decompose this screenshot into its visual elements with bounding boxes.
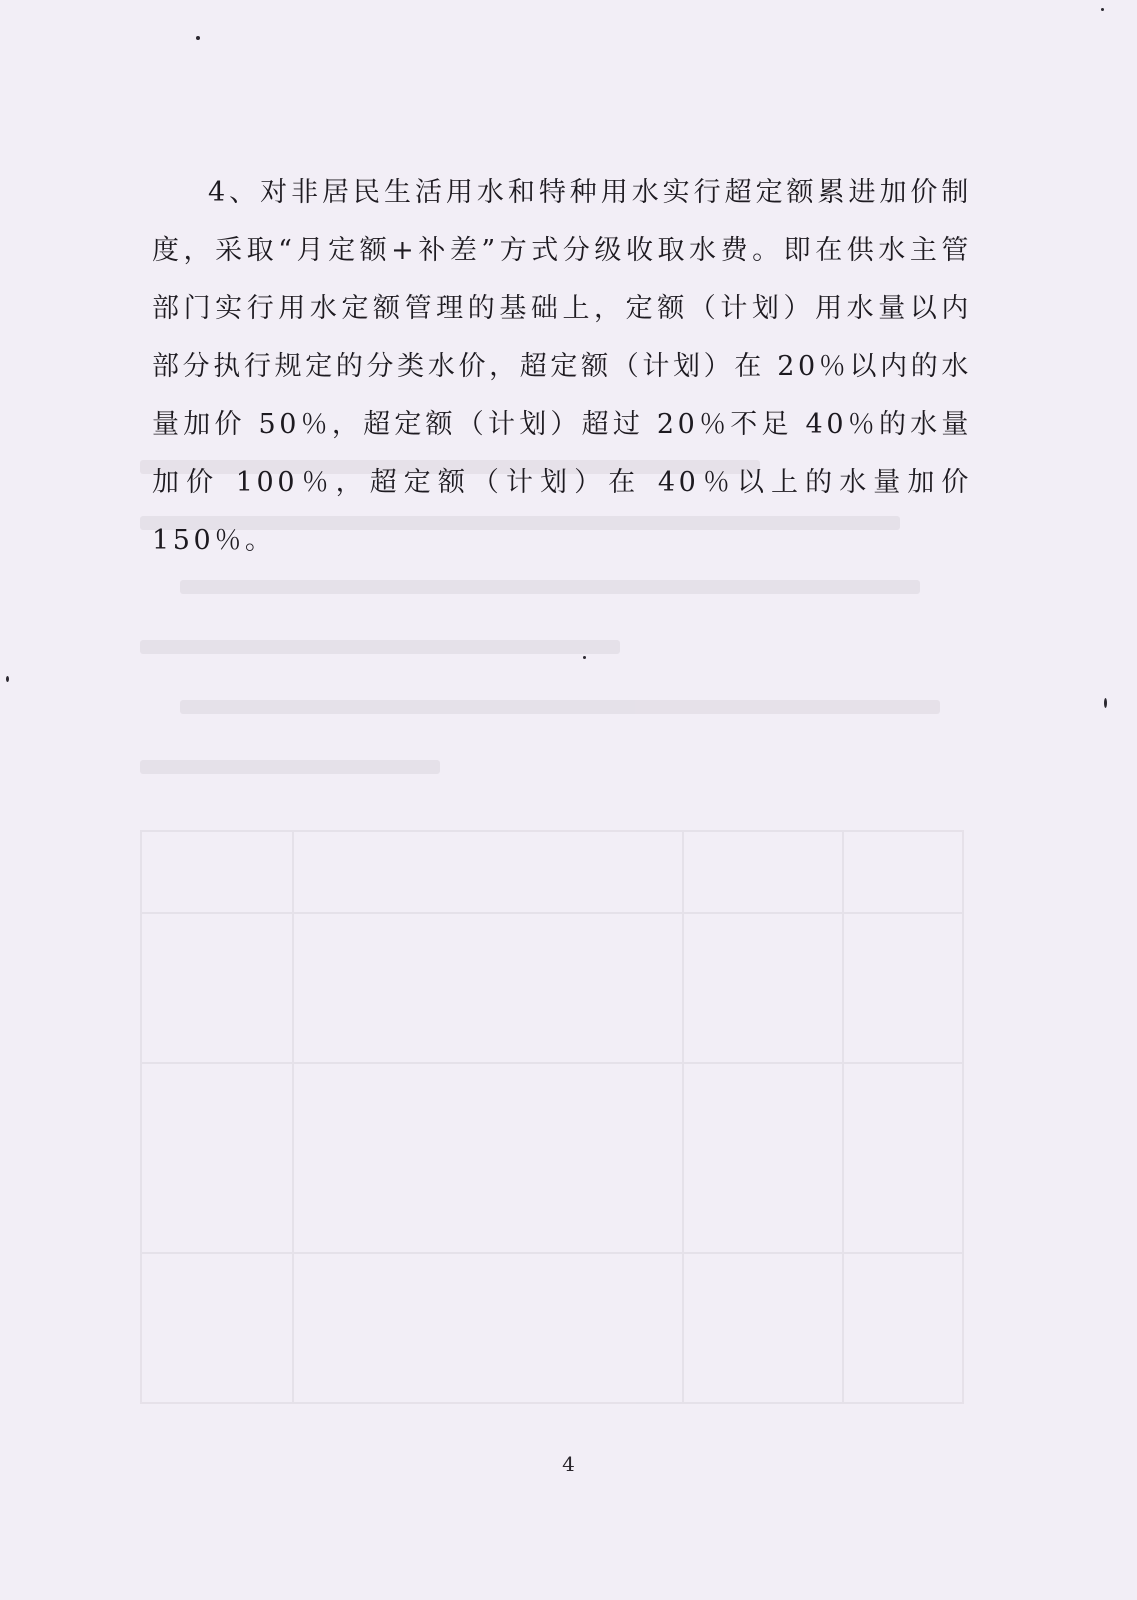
page-number: 4 <box>562 1452 575 1476</box>
scan-speck <box>1101 8 1104 11</box>
paragraph-4: 4、对非居民生活用水和特种用水实行超定额累进加价制度，采取“月定额+补差”方式分级收取水费。即在供水主管部门实行用水定额管理的基础上，定额（计划）用水量以内部分执行规定的分类水价，超定额（计划）在 20％以内的水量加价 50％，超定额（计划）超过 20％不足 40％的水量加价 100％，超定额（计划）在 40％以上的水量加价 150％。 <box>152 177 972 556</box>
scan-speck <box>6 676 9 682</box>
scan-speck <box>583 656 586 659</box>
scan-speck <box>196 36 200 40</box>
body-text <box>152 164 972 570</box>
reverse-side-show-through <box>140 450 970 1450</box>
scan-speck <box>1104 698 1107 708</box>
